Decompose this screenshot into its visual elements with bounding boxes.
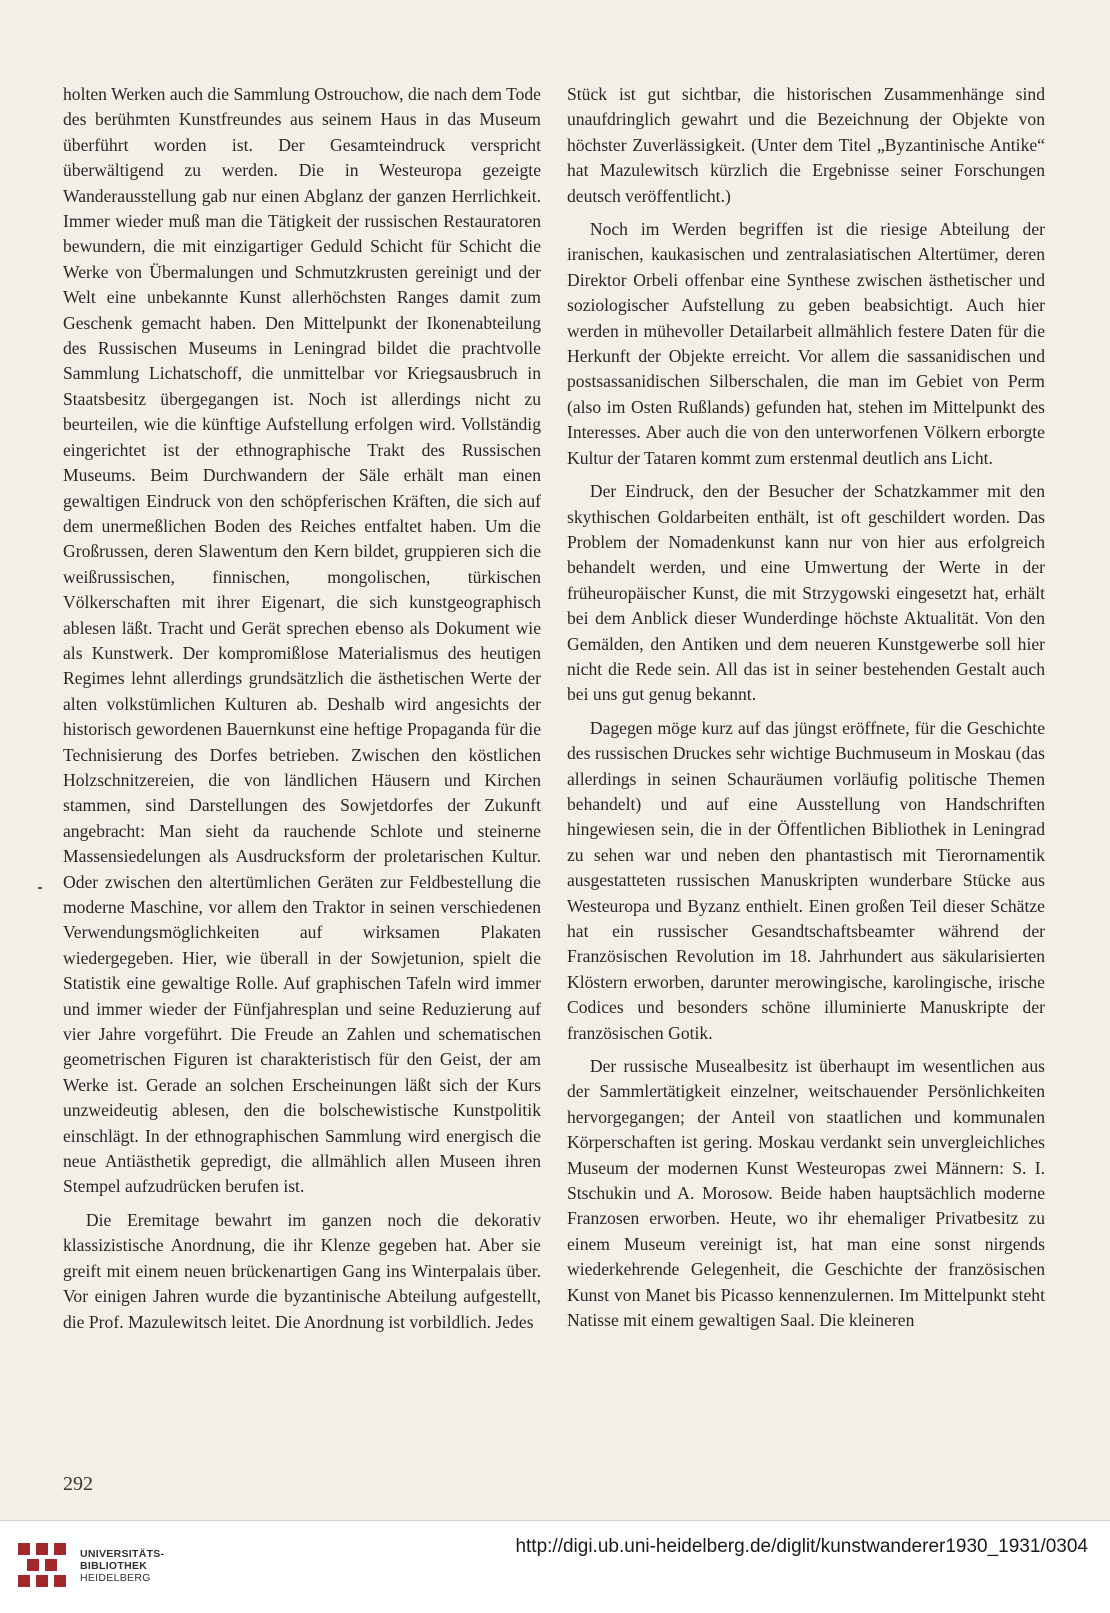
paragraph: Noch im Werden begriffen ist die riesige Abteilung der iranischen, kaukasischen und zentralasiatischen Altertümer, deren Direktor Orbeli offenbar eine Synthese zwischen ästhetischer und soziologischer Aufstellung zu geben beabsichtigt. Auch hier werden in mühevoller Detailarbeit allmählich festere Daten für die Herkunft der Objekte erreicht. Vor allem die sassanidischen und postsassanidischen Silberschalen, die man im Gebiet von Perm (also im Osten Rußlands) gefunden hat, stehen im Mittelpunkt des Interesses. Aber auch die von den unterworfenen Völkern erborgte Kultur der Tataren kommt zum erstenmal deutlich ans Licht. xyxy=(567,219,1045,468)
university-seal-icon xyxy=(14,1539,70,1593)
source-url-link[interactable]: http://digi.ub.uni-heidelberg.de/diglit/kunstwanderer1930_1931/0304 xyxy=(515,1536,1088,1557)
library-name-line: UNIVERSITÄTS- xyxy=(80,1548,165,1560)
left-text-column xyxy=(63,82,541,1335)
paragraph: Dagegen möge kurz auf das jüngst eröffnete, für die Geschichte des russischen Druckes sehr wichtige Buchmuseum in Moskau (das allerdings in seinen Schauräumen vorläufig politische Themen behandelt) und auf eine Ausstellung von Handschriften hingewiesen sein, die in der Öffentlichen Bibliothek in Leningrad zu sehen war und neben den phantastisch mit Tierornamentik ausgestatteten russischen Manuskripten wunderbare Stücke aus Westeuropa und Byzanz enthielt. Einen großen Teil dieser Schätze hat ein russischer Gesandtschaftsbeamter während der Französischen Revolution im 18. Jahrhundert aus säkularisierten Klöstern erworben, darunter merowingische, karolingische, irische Codices und besonders schöne illuminierte Manuskripte der französischen Gotik. xyxy=(567,717,1045,1043)
library-name-line: HEIDELBERG xyxy=(80,1572,151,1584)
paragraph: Die Eremitage bewahrt im ganzen noch die dekorativ klassizistische Anordnung, die ihr Klenze gegeben hat. Aber sie greift mit einem neuen brückenartigen Gang ins Winterpalais über. Vor einigen Jahren wurde die byzantinische Abteilung aufgestellt, die Prof. Mazulewitsch leitet. Die Anordnung ist vorbildlich. Jedes xyxy=(63,1209,541,1332)
paragraph: Der Eindruck, den der Besucher der Schatzkammer mit den skythischen Goldarbeiten enthält, ist oft geschildert worden. Das Problem der Nomadenkunst kann nur von hier aus erfolgreich behandelt werden, und eine Umwertung der Werte in der früheuropäischer Kunst, die mit Strzygowski eingesetzt hat, erhält bei dem Anblick dieser Wunderdinge höchste Aktualität. Von den Gemälden, den Antiken und dem neueren Kunstgewerbe soll hier nicht die Rede sein. All das ist in seiner bestehenden Gestalt auch bei uns gut genug bekannt. xyxy=(567,481,1045,705)
right-text-column xyxy=(567,82,1045,1334)
footer-bar xyxy=(0,1520,1110,1613)
page-number: 292 xyxy=(63,1473,93,1495)
library-name-line: BIBLIOTHEK xyxy=(80,1560,148,1572)
library-name xyxy=(80,1548,164,1584)
paragraph: Der russische Musealbesitz ist überhaupt im wesentlichen aus der Sammlertätigkeit einzelner, weitschauender Persönlichkeiten hervorgegangen; der Anteil von staatlichen und kommunalen Körperschaften ist gering. Moskau verdankt sein unvergleichliches Museum der modernen Kunst Westeuropas zwei Männern: S. I. Stschukin und A. Morosow. Beide haben hauptsächlich moderne Franzosen erworben. Heute, wo ihr ehemaliger Privatbesitz zu einem Museum vereinigt ist, hat man eine sonst nirgends wiederkehrende Gelegenheit, die Geschichte der französischen Kunst von Manet bis Picasso kennenzulernen. Im Mittelpunkt steht Natisse mit einem gewaltigen Saal. Die kleineren xyxy=(567,1056,1045,1331)
paragraph: Stück ist gut sichtbar, die historischen Zusammenhänge sind unaufdringlich gewahrt und die Bezeichnung der Objekte von höchster Zuverlässigkeit. (Unter dem Titel „Byzantinische Antike“ hat Mazulewitsch kürzlich die Ergebnisse seiner Forschungen deutsch veröffentlicht.) xyxy=(567,84,1045,206)
paragraph: holten Werken auch die Sammlung Ostrouchow, die nach dem Tode des berühmten Kunstfreundes aus seinem Haus in das Museum überführt worden ist. Der Gesamteindruck verspricht überwältigend zu werden. Die in Westeuropa gezeigte Wanderausstellung gab nur einen Abglanz der ganzen Herrlichkeit. Immer wieder muß man die Tätigkeit der russischen Restauratoren bewundern, die mit einzigartiger Geduld Schicht für Schicht die Werke von Übermalungen und Schmutzkrusten gereinigt und der Welt eine unbekannte Kunst allerhöchsten Ranges damit zum Geschenk gemacht haben. Den Mittelpunkt der Ikonenabteilung des Russischen Museums in Leningrad bildet die prachtvolle Sammlung Lichatschoff, die unmittelbar vor Kriegsausbruch in Staatsbesitz übergegangen ist. Noch ist allerdings nicht zu beurteilen, wie die künftige Aufstellung erfolgen wird. Vollständig eingerichtet ist der ethnographische Trakt des Russischen Museums. Beim Durchwandern der Säle erhält man einen gewaltigen Eindruck von den schöpferischen Kräften, die sich auf dem unermeßlichen Boden des Reiches entfaltet haben. Um die Großrussen, deren Slawentum den Kern bildet, gruppieren sich die weißrussischen, finnischen, mongolischen, türkischen Völkerschaften mit ihrer Eigenart, die sich kunstgeographisch ablesen läßt. Tracht und Gerät sprechen ebenso als Dokument wie als Kunstwerk. Der kompromißlose Materialismus des heutigen Regimes lehnt allerdings grundsätzlich die ästhetischen Werte der alten volkstümlichen Kulturen ab. Deshalb wird angesichts der historisch gewordenen Bauernkunst eine heftige Propaganda für die Technisierung des Dorfes betrieben. Zwischen den köstlichen Holzschnitzereien, die von ländlichen Häusern und Kirchen stammen, sind Darstellungen des Sowjetdorfes der Zukunft angebracht: Man sieht da rauchende Schlote und steinerne Massensiedelungen als Ausdrucksform der proletarischen Kultur. Oder zwischen den altertümlichen Geräten zur Feldbestellung die moderne Maschine, vor allem den Traktor in seinen verschiedenen Verwendungsmöglichkeiten auf wirksamen Plakaten wiedergegeben. Hier, wie überall in der Sowjetunion, spielt die Statistik eine gewaltige Rolle. Auf graphischen Tafeln wird immer und immer wieder der Fünfjahresplan und seine Reduzierung auf vier Jahre vorgeführt. Die Freude an Zahlen und schematischen geometrischen Figuren ist charakteristisch für den Geist, der am Werke ist. Gerade an solchen Erscheinungen läßt sich der Kurs unzweideutig ablesen, den die bolschewistische Kunstpolitik einschlägt. In der ethnographischen Sammlung wird energisch die neue Antiästhetik gepredigt, die allmählich allen Museen ihren Stempel aufzudrücken berufen ist. xyxy=(63,84,541,1197)
margin-mark xyxy=(38,887,42,889)
